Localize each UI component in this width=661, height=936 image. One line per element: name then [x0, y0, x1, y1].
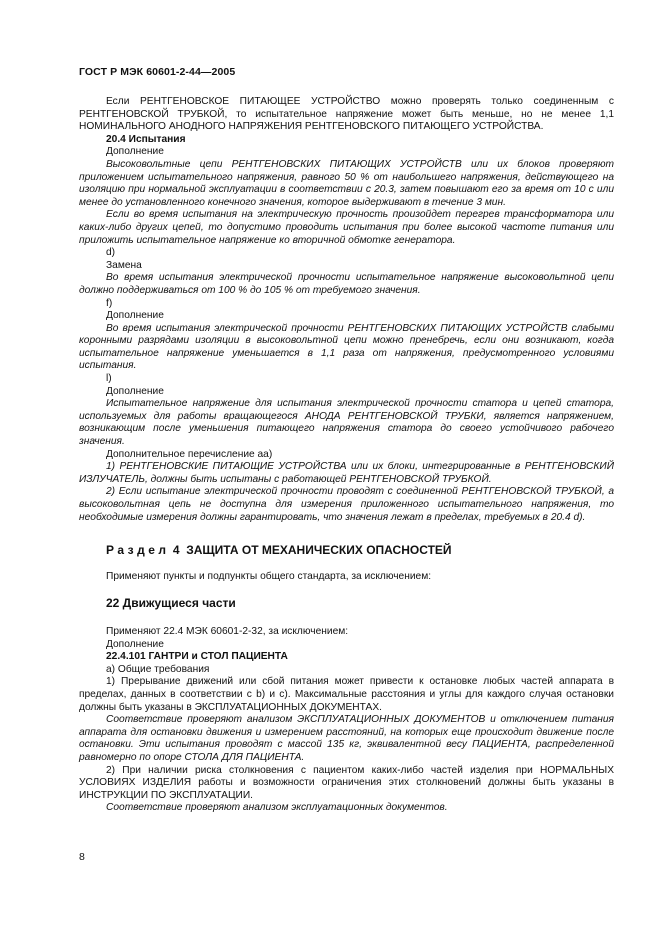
list-item: 1) Прерывание движений или сбой питания может привести к остановке любых частей аппарата в пределах, данных в соответствии с b) и с). Максимальные расстояния и углы для каждого случая остановки должны быть указаны в ЭКСПЛУАТАЦИОННЫХ ДОКУМЕНТАХ. [79, 676, 614, 713]
paragraph: Соответствие проверяют анализом ЭКСПЛУАТАЦИОННЫХ ДОКУМЕНТОВ и отключением питания аппарата для остановки движения и измерением расстояний, на которых еще происходит движение после остановки. Эти испытания проводят с массой 135 кг, эквивалентной весу ПАЦИЕНТА, распределенной равномерно по опоре СТОЛА ДЛЯ ПАЦИЕНТА. [79, 714, 614, 763]
section-number: 4 [172, 543, 180, 558]
paragraph-label: Дополнение [106, 310, 164, 322]
list-item: 2) При наличии риска столкновения с пациентом каких-либо частей изделия при НОРМАЛЬНЫХ УСЛОВИЯХ ИЗДЕЛИЯ работы и возможности ограничения этих столкновений должны быть указаны в ИНСТРУКЦИИ ПО ЭКСПЛУАТАЦИИ. [79, 764, 614, 801]
paragraph-label: Замена [106, 259, 142, 271]
paragraph: Применяют пункты и подпункты общего стандарта, за исключением: [106, 570, 432, 582]
paragraph: Если во время испытания на электрическую прочность произойдет перегрев трансформатора или каких-либо других цепей, то допустимо проводить испытания при более высокой частоте питания или приложить испытательное напряжение ко вторичной обмотке генератора. [79, 209, 614, 246]
paragraph-label: Дополнение [106, 638, 164, 650]
paragraph: Соответствие проверяют анализом эксплуатационных документов. [106, 802, 448, 814]
paragraph: Испытательное напряжение для испытания электрической прочности статора и цепей статора, используемых для работы вращающегося АНОДА РЕНТГЕНОВСКОЙ ТРУБКИ, является напряжением, возникающим после уменьшения питающего напряжения статора до своего устойчивого рабочего значения. [79, 398, 614, 448]
subclause-heading: 22.4.101 ГАНТРИ и СТОЛ ПАЦИЕНТА [106, 651, 288, 663]
list-item: 2) Если испытание электрической прочности проводят с соединенной РЕНТГЕНОВСКОЙ ТРУБКОЙ, а высоковольтная цепь не доступна для измерения приложенного испытательного напряжения, то необходимые измерения должны гарантировать, что значения лежат в пределах, требуемых в 20.4 d). [79, 486, 614, 523]
paragraph: Во время испытания электрической прочности испытательное напряжение высоковольтной цепи должно поддерживаться от 100 % до 105 % от требуемого значения. [79, 272, 614, 296]
list-marker: f) [106, 297, 113, 309]
subclause-heading: 20.4 Испытания [106, 133, 186, 145]
paragraph: Если РЕНТГЕНОВСКОЕ ПИТАЮЩЕЕ УСТРОЙСТВО можно проверять только соединенным с РЕНТГЕНОВСКОЙ ТРУБКОЙ, то испытательное напряжение может быть меньше, но не менее 1,1 НОМИНАЛЬНОГО АНОДНОГО НАПРЯЖЕНИЯ РЕНТГЕНОВСКОГО ПИТАЮЩЕГО УСТРОЙСТВА. [79, 96, 614, 133]
paragraph: Высоковольтные цепи РЕНТГЕНОВСКИХ ПИТАЮЩИХ УСТРОЙСТВ или их блоков проверяют приложением испытательного напряжения, равного 50 % от наибольшего напряжения, действующего на изоляцию при нормальной эксплуатации в соответствии с 20.3, затем повышают его за время от 10 с или менее до установленного конечного значения, которое выдерживают в течение 3 мин. [79, 158, 614, 208]
list-item: 1) РЕНТГЕНОВСКИЕ ПИТАЮЩИЕ УСТРОЙСТВА или их блоки, интегрированные в РЕНТГЕНОВСКИЙ ИЗЛУЧАТЕЛЬ, должны быть испытаны с работающей РЕНТГЕНОВСКОЙ ТРУБКОЙ. [79, 461, 614, 485]
paragraph-label: Дополнение [106, 385, 164, 397]
clause-heading: 22 Движущиеся части [106, 596, 236, 611]
paragraph-label: Дополнение [106, 146, 164, 158]
page-body [79, 96, 614, 815]
section-heading [79, 544, 614, 557]
paragraph: Во время испытания электрической прочности РЕНТГЕНОВСКИХ ПИТАЮЩИХ УСТРОЙСТВ слабыми коронными разрядами изоляции в высоковольтной цепи можно пренебречь, если они возникают, когда испытательное напряжение уменьшается в 1,1 раза от напряжения, предусмотренного условиями испытания. [79, 322, 614, 372]
paragraph: Применяют 22.4 МЭК 60601-2-32, за исключением: [106, 625, 349, 637]
section-title: ЗАЩИТА ОТ МЕХАНИЧЕСКИХ ОПАСНОСТЕЙ [186, 543, 452, 558]
page-number: 8 [79, 851, 85, 863]
list-marker: d) [106, 247, 116, 259]
list-marker: а) Общие требования [106, 663, 210, 675]
running-header: ГОСТ Р МЭК 60601-2-44—2005 [79, 66, 236, 78]
paragraph-label: Дополнительное перечисление аа) [106, 448, 273, 460]
section-label: Раздел [106, 543, 170, 558]
list-marker: l) [106, 373, 112, 385]
